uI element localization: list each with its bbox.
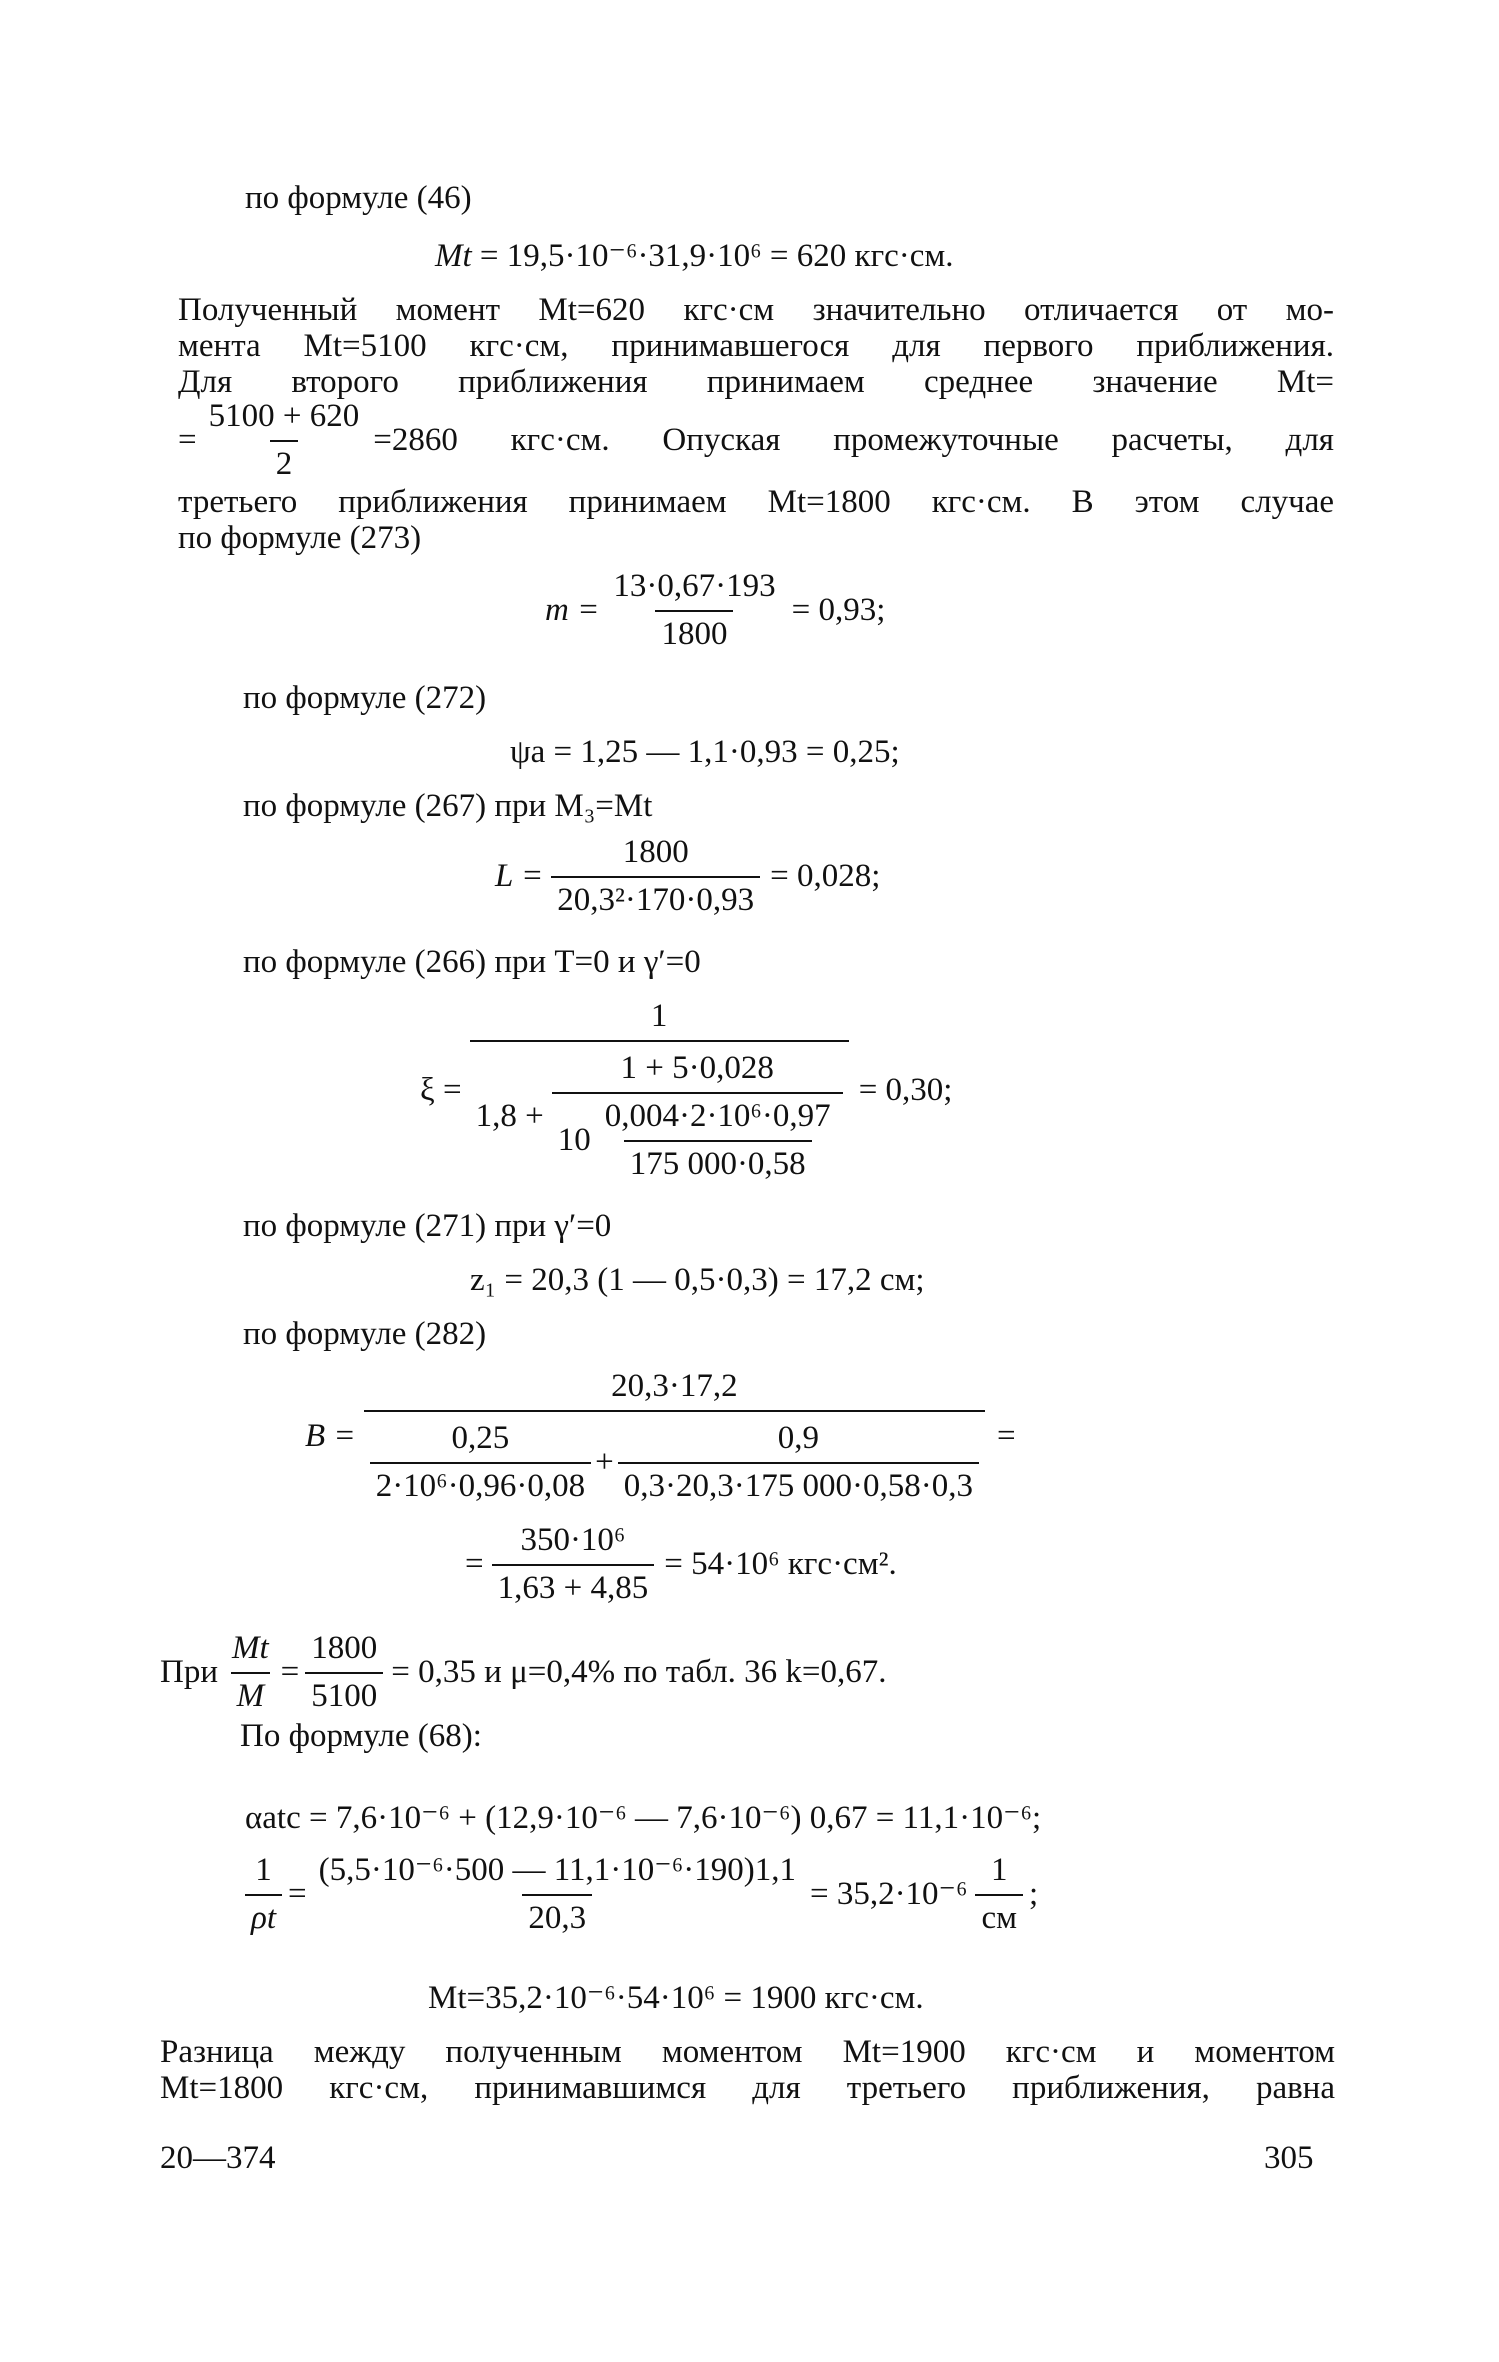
text-line: По формуле (68): <box>240 1718 482 1754</box>
equation-B <box>305 1368 1016 1506</box>
equation-mean <box>178 398 1334 484</box>
frac-den <box>364 1410 985 1506</box>
rest: = 0,35 и μ=0,4% по табл. 36 k=0,67. <box>391 1653 887 1690</box>
frac-num: 5100 + 620 <box>208 398 360 434</box>
page-number: 305 <box>1264 2140 1314 2176</box>
frac-den <box>552 1092 843 1184</box>
fraction <box>245 1852 282 1938</box>
frac-num: 20,3·17,2 <box>611 1368 738 1404</box>
frac-den: M <box>231 1672 271 1716</box>
frac-num: 0,9 <box>777 1419 820 1456</box>
paragraph-line: мента Mt=5100 кгс·см, принимавшегося для первого приближения. <box>178 328 1334 364</box>
equation-mt-2: Mt=35,2·10⁻⁶·54·10⁶ = 1900 кгс·см. <box>428 1980 924 2016</box>
eq-rhs: = 19,5·10⁻⁶·31,9·10⁶ = 620 кгс·см. <box>479 238 954 274</box>
frac-den: 20,3 <box>522 1894 592 1938</box>
frac-den: 20,3²·170·0,93 <box>551 876 760 920</box>
equation-m <box>545 568 885 654</box>
eq-lhs: Mt <box>435 238 472 274</box>
prefix: При <box>160 1653 218 1690</box>
fraction <box>551 834 760 920</box>
eq-lhs: m = <box>545 591 600 628</box>
frac-num: 0,004·2·10⁶·0,97 <box>604 1097 831 1134</box>
den-fraction-a <box>370 1420 591 1506</box>
frac-num: Mt <box>232 1630 269 1666</box>
equation-mt-1 <box>435 238 954 276</box>
fraction <box>226 1630 275 1716</box>
text-line: по формуле (266) при T=0 и γ′=0 <box>243 944 701 980</box>
fraction <box>364 1368 985 1506</box>
equation-rho <box>245 1852 1038 1938</box>
text-line: по формуле (46) <box>245 180 472 216</box>
frac-den: 2·10⁶·0,96·0,08 <box>370 1462 591 1506</box>
eq-lhs: L = <box>495 857 544 894</box>
frac-den: 5100 <box>305 1672 383 1716</box>
eq-sign: = <box>178 421 197 458</box>
equation-xi <box>420 998 952 1184</box>
den-fraction-b <box>618 1420 979 1506</box>
paragraph-line: Полученный момент Mt=620 кгс·см значительно отличается от мо- <box>178 292 1334 328</box>
line-pri <box>160 1630 887 1716</box>
eq-lhs: = <box>465 1545 484 1582</box>
fraction <box>492 1522 655 1608</box>
eq-rhs: = 0,93; <box>791 591 886 628</box>
eq-rhs: = 35,2·10⁻⁶ <box>809 1875 968 1912</box>
frac-den: 1800 <box>655 610 733 654</box>
fraction <box>607 568 781 654</box>
frac-den: 1,63 + 4,85 <box>492 1564 655 1608</box>
eq-rhs: = 0,30; <box>858 1071 953 1108</box>
fraction <box>305 1630 383 1716</box>
eq-sign: = <box>280 1653 300 1690</box>
eq-sign: = <box>288 1875 307 1912</box>
fraction <box>313 1852 802 1938</box>
equation-alpha: αatc = 7,6·10⁻⁶ + (12,9·10⁻⁶ — 7,6·10⁻⁶) 0,67 = 11,1·10⁻⁶; <box>245 1800 1042 1836</box>
frac-den: 0,3·20,3·175 000·0,58·0,3 <box>618 1462 979 1506</box>
fraction <box>203 398 366 484</box>
frac-num: 1 <box>255 1852 272 1888</box>
inner-inner-fraction <box>599 1098 837 1184</box>
text-line: по формуле (267) при M₃=Mt <box>243 788 653 824</box>
eq-rhs: = 54·10⁶ кгс·см². <box>664 1545 897 1582</box>
paragraph-line: Для второго приближения принимаем среднее значение Mt= <box>178 364 1334 400</box>
unit-fraction <box>975 1852 1023 1938</box>
frac-num: 1 <box>991 1852 1008 1888</box>
frac-den <box>470 1040 849 1184</box>
eq-lhs: B = <box>305 1417 356 1454</box>
frac-num: 350·10⁶ <box>520 1522 626 1558</box>
paragraph-line: Разница между полученным моментом Mt=1900 кгс·см и моментом <box>160 2034 1335 2070</box>
paragraph-line: третьего приближения принимаем Mt=1800 кгс·см. В этом случае <box>178 484 1334 520</box>
text-line: по формуле (271) при γ′=0 <box>243 1208 612 1244</box>
frac-num: 1800 <box>622 834 689 870</box>
frac-den: см <box>975 1894 1023 1938</box>
inner-fraction <box>552 1050 843 1184</box>
signature-mark: 20—374 <box>160 2140 276 2176</box>
eq-lhs: ξ = <box>420 1071 462 1108</box>
text-line: по формуле (282) <box>243 1316 487 1352</box>
equation-B2 <box>465 1522 897 1608</box>
frac-den: 175 000·0,58 <box>624 1140 812 1184</box>
frac-num: 1800 <box>311 1630 378 1666</box>
frac-den: 2 <box>270 440 299 484</box>
eq-tail: =2860 кгс·см. Опуская промежуточные расчеты, для <box>373 421 1334 458</box>
paragraph-line: Mt=1800 кгс·см, принимавшимся для третьего приближения, равна <box>160 2070 1335 2106</box>
frac-num: 13·0,67·193 <box>613 568 776 604</box>
fraction <box>470 998 849 1184</box>
eq-rhs: = 0,028; <box>770 857 881 894</box>
frac-num: 1 + 5·0,028 <box>620 1049 774 1086</box>
equation-psi: ψa = 1,25 — 1,1·0,93 = 0,25; <box>510 734 900 770</box>
text-line: по формуле (272) <box>243 680 487 716</box>
equation-L <box>495 834 880 920</box>
den-prefix: 1,8 + <box>475 1097 544 1134</box>
frac-num: 0,25 <box>451 1419 510 1456</box>
den-prefix: 10 <box>557 1121 591 1158</box>
frac-num: (5,5·10⁻⁶·500 — 11,1·10⁻⁶·190)1,1 <box>318 1852 796 1888</box>
frac-num: 1 <box>650 998 668 1034</box>
frac-den: ρt <box>245 1894 282 1938</box>
plus-sign: + <box>595 1443 614 1480</box>
eq-end: ; <box>1029 1875 1039 1912</box>
paragraph-line: по формуле (273) <box>178 520 422 556</box>
equation-z1: z₁ = 20,3 (1 — 0,5·0,3) = 17,2 см; <box>470 1262 925 1298</box>
eq-rhs: = <box>997 1417 1016 1454</box>
